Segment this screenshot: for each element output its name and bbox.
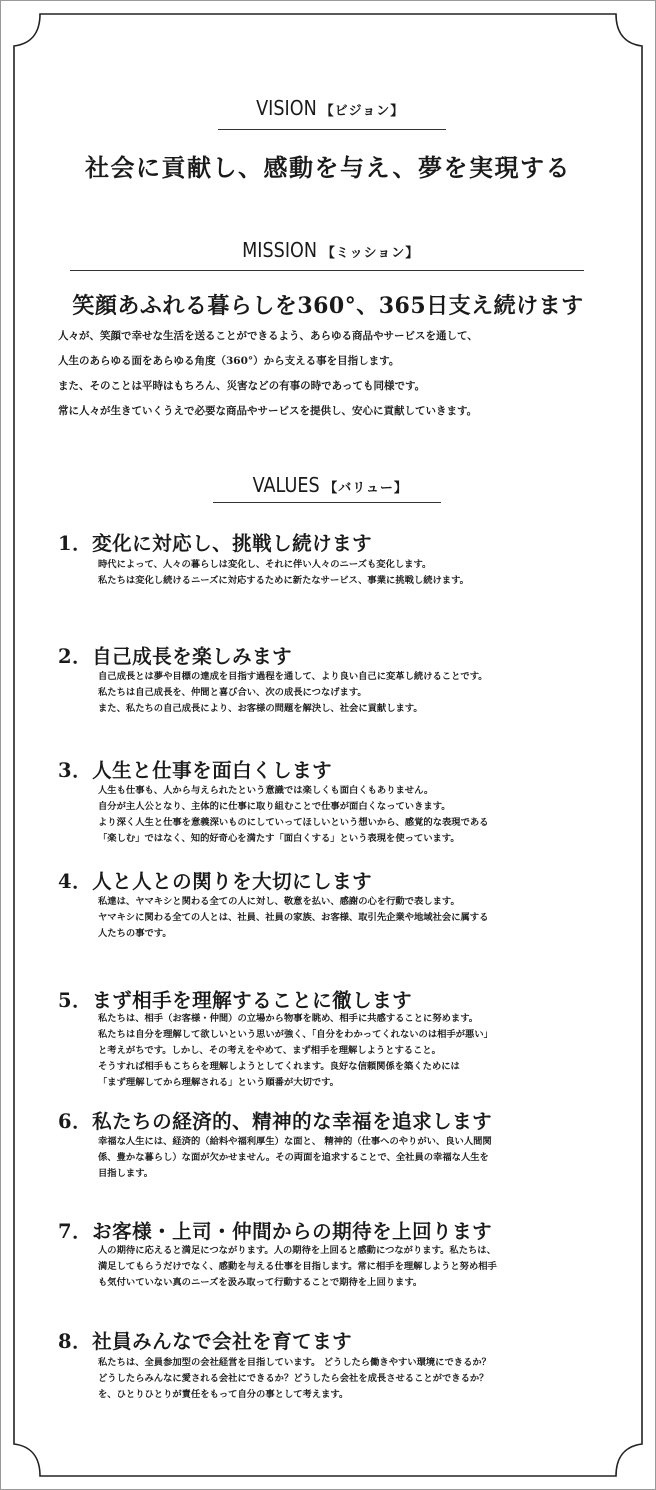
value-title-3: 3．人生と仕事を面白くします (58, 759, 333, 782)
values-heading (0, 473, 656, 497)
value-body-6-line-1: 幸福な人生には、経済的（給料や福利厚生）な面と、 精神的（仕事へのやりがい、良い人間関 (98, 1136, 492, 1147)
values-rule (213, 502, 441, 503)
mission-line-1: 人々が、笑顔で幸せな生活を送ることができるよう、あらゆる商品やサービスを通して、 (58, 330, 478, 342)
value-body-5-line-4: そうすれば相手もこちらを理解しようとしてくれます。良好な信頼関係を築くためには (98, 1061, 460, 1072)
value-body-6-line-2: 係、豊かな暮らし）な面が欠かせません。その両面を追求することで、全社員の幸福な人生を (98, 1152, 489, 1163)
value-body-7-line-2: 満足してもらうだけでなく、感動を与える仕事を目指します。常に相手を理解しようと努め相手 (98, 1261, 497, 1272)
value-body-5-line-5: 「まず理解してから理解される」という順番が大切です。 (98, 1077, 339, 1088)
value-body-3-line-2: 自分が主人公となり、主体的に仕事に取り組むことで仕事が面白くなっていきます。 (98, 801, 451, 812)
value-body-8-line-2: どうしたらみんなに愛される会社にできるか？どうしたら会社を成長させることができるか？ (98, 1373, 489, 1384)
value-body-5-line-1: 私たちは、相手（お客様・仲間）の立場から物事を眺め、相手に共感することに努めます。 (98, 1013, 479, 1024)
mission-line-2: 人生のあらゆる面をあらゆる角度（360°）から支える事を目指します。 (58, 355, 400, 367)
mission-heading-jp: 【ミッション】 (321, 246, 420, 261)
value-body-7-line-3: も気付いていない真のニーズを汲み取って行動することで期待を上回ります。 (98, 1277, 423, 1288)
mission-line-3: また、そのことは平時はもちろん、災害などの有事の時であっても同様です。 (58, 380, 426, 392)
value-title-2: 2．自己成長を楽しみます (58, 645, 293, 668)
value-body-3-line-3: より深く人生と仕事を意義深いものにしていってほしいという想いから、感覚的な表現である (98, 817, 489, 828)
mission-heading-en: MISSION (241, 238, 317, 262)
value-body-1-line-2: 私たちは変化し続けるニーズに対応するために新たなサービス、事業に挑戦し続けます。 (98, 575, 469, 586)
value-body-4-line-2: ヤマキシに関わる全ての人とは、社員、社員の家族、お客様、取引先企業や地域社会に属する (98, 912, 489, 923)
value-title-4: 4．人と人との関りを大切にします (58, 870, 373, 893)
value-body-8-line-1: 私たちは、全員参加型の会社経営を目指しています。 どうしたら働きやすい環境にできるか？ (98, 1357, 491, 1368)
value-body-2-line-1: 自己成長とは夢や目標の達成を目指す過程を通して、より良い自己に変革し続けることです。 (98, 671, 488, 682)
vision-rule (218, 129, 446, 130)
value-body-5-line-3: と考えがちです。しかし、その考えをやめて、まず相手を理解しようとすること。 (98, 1045, 441, 1056)
value-title-1: 1．変化に対応し、挑戦し続けます (58, 532, 373, 555)
mission-rule (70, 270, 584, 271)
value-body-5-line-2: 私たちは自分を理解して欲しいという思いが強く、「自分をわかってくれないのは相手が悪い」 (98, 1029, 493, 1040)
mission-line-4: 常に人々が生きていくうえで必要な商品やサービスを提供し、安心に貢献していきます。 (58, 405, 478, 417)
value-body-6-line-3: 目指します。 (98, 1168, 154, 1179)
value-body-1-line-1: 時代によって、人々の暮らしは変化し、それに伴い人々のニーズも変化します。 (98, 559, 432, 570)
value-title-6: 6．私たちの経済的、精神的な幸福を追求します (58, 1110, 493, 1133)
value-body-4-line-3: 人たちの事です。 (98, 928, 172, 939)
values-heading-en: VALUES (252, 473, 320, 497)
mission-statement: 笑顔あふれる暮らしを360°、365日支え続けます (72, 293, 584, 319)
vision-heading (0, 96, 656, 120)
value-body-2-line-2: 私たちは自己成長を、仲間と喜び合い、次の成長につなげます。 (98, 687, 367, 698)
value-title-5: 5．まず相手を理解することに徹します (58, 989, 413, 1012)
value-title-7: 7．お客様・上司・仲間からの期待を上回ります (58, 1220, 493, 1243)
value-title-8: 8．社員みんなで会社を育てます (58, 1330, 353, 1353)
value-body-2-line-3: また、私たちの自己成長により、お客様の問題を解決し、社会に貢献します。 (98, 703, 423, 714)
value-body-3-line-4: 「楽しむ」ではなく、知的好奇心を満たす「面白くする」という表現を使っています。 (98, 833, 460, 844)
vision-statement: 社会に貢献し、感動を与え、夢を実現する (85, 153, 571, 182)
values-heading-jp: 【バリュー】 (324, 481, 408, 496)
vision-heading-jp: 【ビジョン】 (320, 104, 405, 119)
mission-heading (0, 238, 656, 262)
value-body-8-line-3: を、ひとりひとりが責任をもって自分の事として考えます。 (98, 1389, 349, 1400)
vision-heading-en: VISION (255, 96, 317, 120)
value-body-4-line-1: 私達は、ヤマキシと関わる全ての人に対し、敬意を払い、感謝の心を行動で表します。 (98, 896, 460, 907)
value-body-7-line-1: 人の期待に応えると満足につながります。人の期待を上回ると感動につながります。私たちは、 (98, 1245, 496, 1256)
value-body-3-line-1: 人生も仕事も、人から与えられたという意識では楽しくも面白くもありません。 (98, 785, 434, 796)
